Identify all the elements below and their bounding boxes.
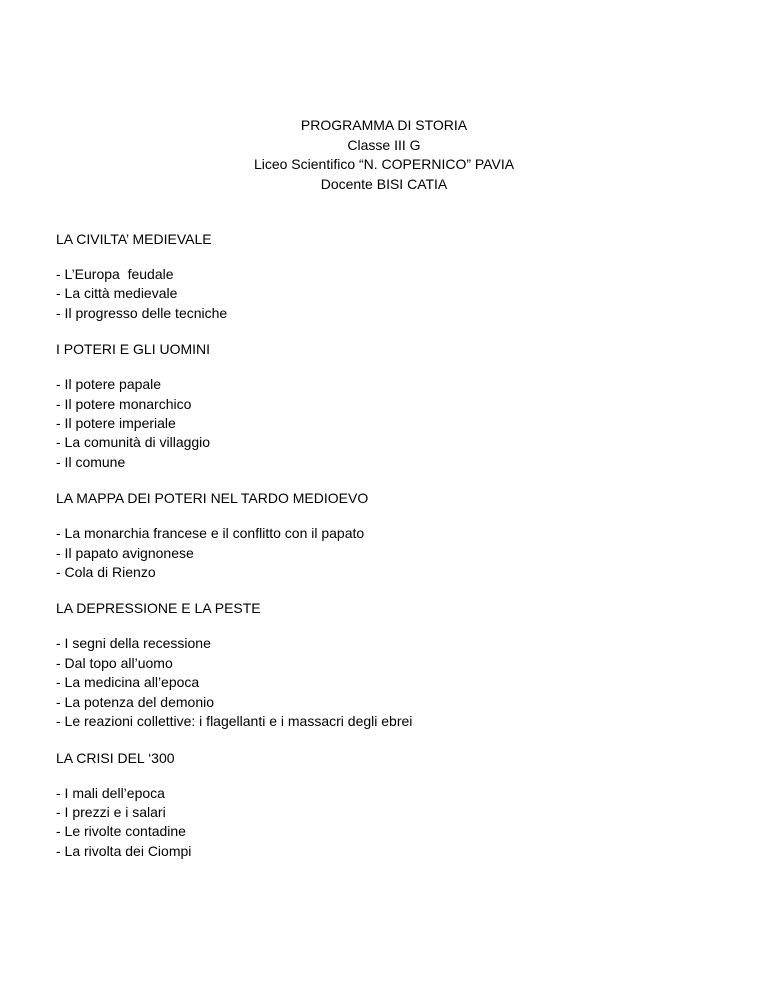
list-item: - La medicina all’epoca — [56, 674, 200, 691]
section-mappa-poteri — [56, 488, 736, 582]
list-item: - La città medievale — [56, 285, 178, 302]
section-crisi-300 — [56, 748, 736, 862]
list-item: - Le rivolte contadine — [56, 823, 186, 840]
list-item: - Il potere papale — [56, 376, 162, 393]
list-item: - Dal topo all’uomo — [56, 654, 173, 671]
section-title: LA DEPRESSIONE E LA PESTE — [56, 600, 261, 617]
list-item: - La comunità di villaggio — [56, 434, 211, 451]
section-depressione-peste — [56, 598, 736, 731]
section-poteri-uomini — [56, 339, 736, 472]
list-item: - Il potere monarchico — [56, 395, 192, 412]
program-content — [56, 229, 736, 877]
list-item: - Il progresso delle tecniche — [56, 304, 228, 321]
section-items — [56, 784, 736, 862]
section-items — [56, 265, 736, 323]
list-item: - Il potere imperiale — [56, 415, 176, 432]
section-title: LA CIVILTA’ MEDIEVALE — [56, 231, 212, 247]
section-items — [56, 524, 736, 582]
list-item: - La potenza del demonio — [56, 693, 214, 710]
list-item: - I segni della recessione — [56, 635, 211, 652]
school-name: Liceo Scientifico “N. COPERNICO” PAVIA — [253, 156, 515, 172]
list-item: - L’Europa feudale — [56, 266, 174, 282]
section-items — [56, 634, 736, 731]
document-header — [0, 116, 768, 194]
section-title: I POTERI E GLI UOMINI — [56, 341, 211, 358]
list-item: - I prezzi e i salari — [56, 803, 166, 820]
section-title: LA CRISI DEL ‘300 — [56, 749, 175, 766]
document-title: PROGRAMMA DI STORIA — [300, 117, 468, 133]
list-item: - La monarchia francese e il conflitto con il papato — [56, 525, 365, 542]
list-item: - Le reazioni collettive: i flagellanti e i massacri degli ebrei — [56, 713, 413, 730]
list-item: - La rivolta dei Ciompi — [56, 842, 192, 859]
section-civilta-medievale — [56, 229, 736, 323]
list-item: - Cola di Rienzo — [56, 564, 156, 581]
list-item: - Il papato avignonese — [56, 544, 194, 561]
section-title: LA MAPPA DEI POTERI NEL TARDO MEDIOEVO — [56, 490, 369, 507]
section-items — [56, 375, 736, 472]
list-item: - I mali dell’epoca — [56, 784, 165, 801]
class-label: Classe III G — [347, 136, 421, 153]
teacher-name: Docente BISI CATIA — [320, 175, 448, 192]
list-item: - Il comune — [56, 453, 126, 470]
